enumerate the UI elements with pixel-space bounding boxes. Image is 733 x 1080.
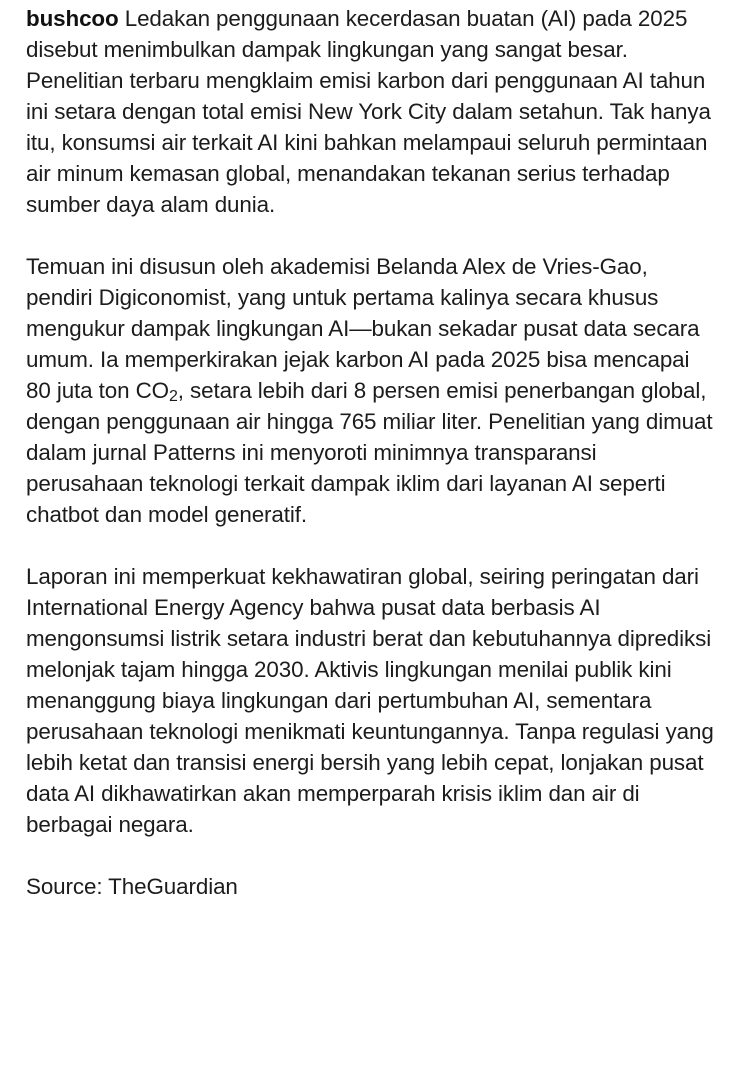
co2-subscript: 2 [168,388,178,405]
paragraph-3-text: Laporan ini memperkuat kekhawatiran global, seiring peringatan dari International Energy Agency bahwa pusat data berbasis AI mengonsumsi listrik setara industri berat dan kebutuhannya diprediksi melonjak tajam hingga 2030. Aktivis lingkungan menilai publik kini menanggung biaya lingkungan dari pertumbuhan AI, sementara perusahaan teknologi menikmati keuntungannya. Tanpa regulasi yang lebih ketat dan transisi energi bersih yang lebih cepat, lonjakan pusat data AI dikhawatirkan akan memperparah krisis iklim dan air di berbagai negara. [26,564,714,837]
caption-paragraph-2 [26,251,716,530]
username-link[interactable]: bushcoo [26,6,119,31]
caption-paragraph-3 [26,561,716,840]
post-caption [26,3,716,902]
source-line: Source: TheGuardian [26,874,238,899]
paragraph-2-text-end: , setara lebih dari 8 persen emisi penerbangan global, dengan penggunaan air hingga 765 miliar liter. Penelitian yang dimuat dalam jurnal Patterns ini menyoroti minimnya transparansi perusahaan teknologi terkait dampak iklim dari layanan AI seperti chatbot dan model generatif. [26,378,713,527]
caption-paragraph-1 [26,3,716,220]
paragraph-2-text-start: Temuan ini disusun oleh akademisi Belanda Alex de Vries-Gao, pendiri Digiconomist, yang untuk pertama kalinya secara khusus mengukur dampak lingkungan AI—bukan sekadar pusat data secara umum. Ia memperkirakan jejak karbon AI pada 2025 bisa mencapai 80 juta ton CO [26,254,700,403]
paragraph-1-text: Ledakan penggunaan kecerdasan buatan (AI) pada 2025 disebut menimbulkan dampak lingkungan yang sangat besar. Penelitian terbaru mengklaim emisi karbon dari penggunaan AI tahun ini setara dengan total emisi New York City dalam setahun. Tak hanya itu, konsumsi air terkait AI kini bahkan melampaui seluruh permintaan air minum kemasan global, menandakan tekanan serius terhadap sumber daya alam dunia. [26,6,711,217]
